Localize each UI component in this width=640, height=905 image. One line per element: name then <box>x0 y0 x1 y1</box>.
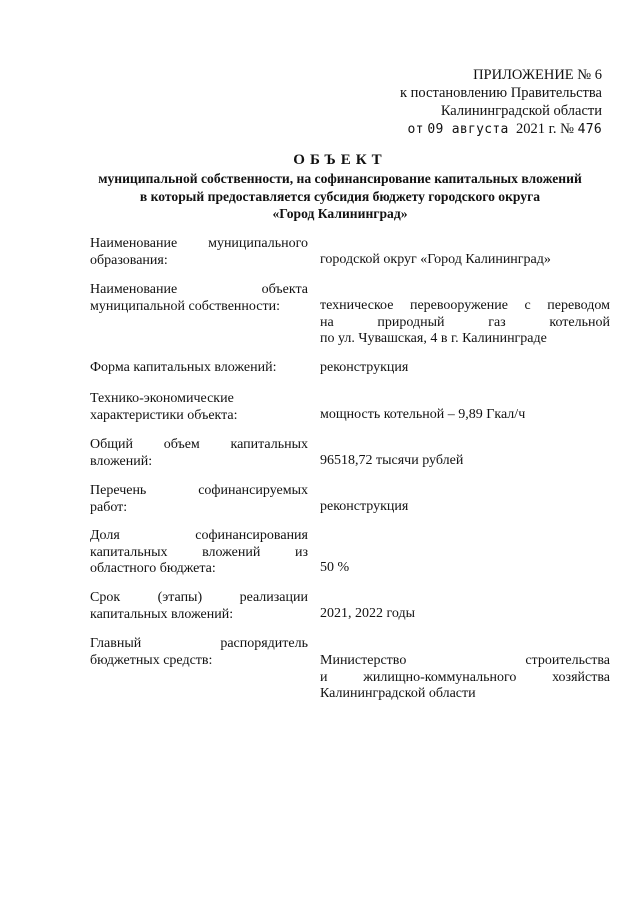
appendix-line-decree: к постановлению Правительства <box>400 85 602 101</box>
row-value: реконструкция <box>320 360 409 375</box>
appendix-date-line <box>400 120 602 139</box>
row-label: Наименование объекта муниципальной собственности: <box>90 282 308 314</box>
row-value: мощность котельной – 9,89 Гкал/ч <box>320 407 526 422</box>
row-label: Технико-экономические характеристики объекта: <box>90 391 238 423</box>
row-value: техническое перевооружение с переводом на природный газ котельной по ул. Чувашская, 4 в г. Калининграде <box>320 298 610 346</box>
row-value: 96518,72 тысячи рублей <box>320 453 464 468</box>
document-title: ОБЪЕКТ <box>293 152 387 168</box>
row-label: Общий объем капитальных вложений: <box>90 437 308 469</box>
heading-line-2: в который предоставляется субсидия бюджету городского округа <box>139 188 541 204</box>
row-value: 2021, 2022 годы <box>320 606 416 621</box>
appendix-title: ПРИЛОЖЕНИЕ № 6 <box>473 67 602 83</box>
row-value: реконструкция <box>320 499 409 514</box>
row-label: Перечень софинансируемых работ: <box>90 483 308 515</box>
date-prefix: от <box>407 122 424 137</box>
row-value: Министерство строительства и жилищно-коммунального хозяйства Калининградской области <box>320 653 610 701</box>
row-label: Форма капитальных вложений: <box>90 360 277 375</box>
date-handwritten: 09 августа <box>427 122 509 137</box>
row-label: Главный распорядитель бюджетных средств: <box>90 636 308 668</box>
row-label: Срок (этапы) реализации капитальных вложений: <box>90 590 308 622</box>
document-heading <box>60 150 620 223</box>
row-label: Доля софинансирования капитальных вложений из областного бюджета: <box>90 528 308 576</box>
decree-number: 476 <box>577 122 602 137</box>
row-label: Наименование муниципального образования: <box>90 236 308 268</box>
row-value: 50 % <box>320 560 350 575</box>
row-value: городской округ «Город Калининград» <box>320 252 551 267</box>
appendix-header <box>400 66 602 139</box>
heading-line-1: муниципальной собственности, на софинансирование капитальных вложений <box>98 171 582 186</box>
date-year: 2021 г. № <box>515 121 574 137</box>
heading-line-3: «Город Калининград» <box>272 206 408 221</box>
appendix-line-region: Калининградской области <box>440 103 602 119</box>
